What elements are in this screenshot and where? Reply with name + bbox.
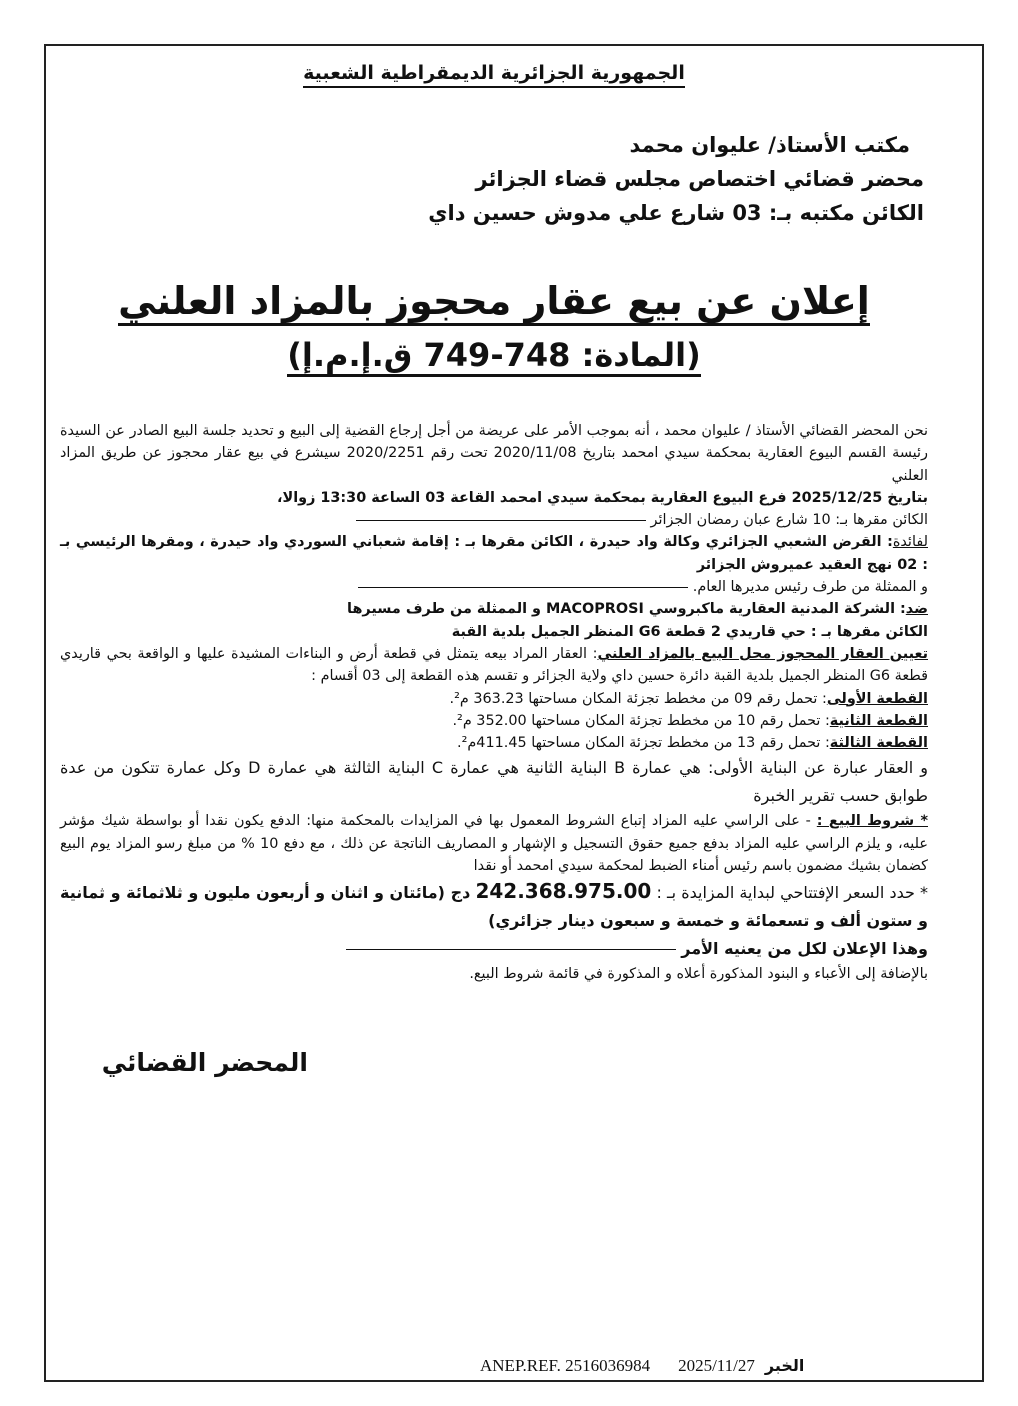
- fill-line: [346, 949, 676, 950]
- anep-reference: ANEP.REF. 2516036984: [480, 1356, 651, 1375]
- publication-footer: [480, 1356, 804, 1376]
- auction-date-line: بتاريخ 2025/12/25 فرع البيوع العقارية بمحكمة سيدي امحمد القاعة 03 الساعة 13:30 زوالا،: [277, 489, 928, 506]
- announcement-title: إعلان عن بيع عقار محجوز بالمزاد العلني: [60, 276, 928, 326]
- legal-article: (المادة: 748-749 ق.إ.م.إ): [60, 330, 928, 380]
- intro-paragraph: نحن المحضر القضائي الأستاذ / عليوان محمد ، أنه بموجب الأمر على عريضة من أجل إرجاع القضية إلى البيع و تحديد جلسة البيع الصادر عن السيدة رئيسة القسم البيوع العقارية بمحكمة سيدي امحمد بتاريخ 2020/11/08 تحت رقم 2020/2251 سيشرع في بيع عقار محجوز عن طريق المزاد العلني: [60, 423, 928, 484]
- court-address: الكائن مقرها بـ: 10 شارع عبان رمضان الجزائر: [60, 509, 928, 531]
- fill-line: [356, 520, 646, 521]
- buildings-paragraph: و العقار عبارة عن البناية الأولى: هي عمارة B البناية الثانية هي عمارة C البناية الثالثة هي عمارة D وكل عمارة تتكون من عدة طوابق حسب تقرير الخبرة: [60, 758, 929, 806]
- fill-line: [358, 587, 688, 588]
- public-notice: وهذا الإعلان لكل من يعنيه الأمر: [60, 935, 928, 963]
- lot-2: القطعة الثانية: تحمل رقم 10 من مخطط تجزئة المكان مساحتها 352.00 م².: [452, 712, 928, 729]
- defendant-paragraph: ضد: الشركة المدنية العقارية ماكبروسي MACOPROSI و الممثلة من طرف مسيرها: [347, 601, 928, 618]
- lot-1: القطعة الأولى: تحمل رقم 09 من مخطط تجزئة المكان مساحتها 363.23 م².: [449, 690, 928, 707]
- beneficiary-paragraph: لفائدة: القرض الشعبي الجزائري وكالة واد حيدرة ، الكائن مقرها بـ : إقامة شعباني السوردي واد حيدرة ، ومقرها الرئيسي بـ : 02 نهج العقيد عميروش الجزائر: [60, 534, 928, 573]
- publication-date: 2025/11/27: [678, 1356, 755, 1375]
- price-value: 242.368.975.00: [475, 879, 652, 904]
- sale-conditions: * شروط البيع : - على الراسي عليه المزاد إتباع الشروط المعمول بها في المزايدات بالمحكمة منها: الدفع يكون نقدا أو بواسطة شيك مؤشر عليه، و يلزم الراسي عليه المزاد بدفع جميع حقوق التسجيل و الإشهار و المصاريف الناتجة عن ذلك ، مع دفع 10 % من مبلغ رسو المزاد يوم البيع كضمان بشيك مضمون باسم رئيس أمناء الضبط لمحكمة سيدي امحمد أو نقدا: [60, 813, 928, 875]
- lot-3: القطعة الثالثة: تحمل رقم 13 من مخطط تجزئة المكان مساحتها 411.45م².: [457, 735, 928, 752]
- office-address: الكائن مكتبه بـ: 03 شارع علي مدوش حسين داي: [428, 201, 924, 225]
- closing-paragraph: بالإضافة إلى الأعباء و البنود المذكورة أعلاه و المذكورة في قائمة شروط البيع.: [469, 966, 928, 983]
- newspaper-logo: الخبر: [764, 1356, 805, 1375]
- office-name: مكتب الأستاذ/ عليوان محمد: [629, 133, 910, 157]
- opening-price: * حدد السعر الإفتتاحي لبداية المزايدة بـ : 242.368.975.00 دج (مائتان و اثنان و أربعون مليون و ثلاثمائة و ثمانية و ستون ألف و تسعمائة و خمسة و سبعون دينار جزائري): [60, 879, 928, 931]
- beneficiary-representative: و الممثلة من طرف رئيس مديرها العام.: [60, 576, 928, 598]
- defendant-address: الكائن مقرها بـ : حي قاريدي 2 قطعة G6 المنظر الجميل بلدية القبة: [451, 623, 928, 640]
- office-jurisdiction: محضر قضائي اختصاص مجلس قضاء الجزائر: [475, 167, 924, 191]
- bailiff-signature: المحضر القضائي: [101, 1047, 308, 1077]
- property-description: تعيين العقار المحجوز محل البيع بالمزاد العلني: العقار المراد بيعه يتمثل في قطعة أرض و البناءات المشيدة عليها و الواقعة بحي قاريدي قطعة G6 المنظر الجميل بلدية القبة دائرة حسين داي ولاية الجزائر و تقسم هذه القطعة إلى 03 أقسام :: [60, 645, 928, 685]
- republic-header: الجمهورية الجزائرية الديمقراطية الشعبية: [60, 62, 928, 84]
- announcement-body: [60, 420, 928, 986]
- document-page: [60, 56, 928, 1077]
- bailiff-office-block: [60, 128, 928, 230]
